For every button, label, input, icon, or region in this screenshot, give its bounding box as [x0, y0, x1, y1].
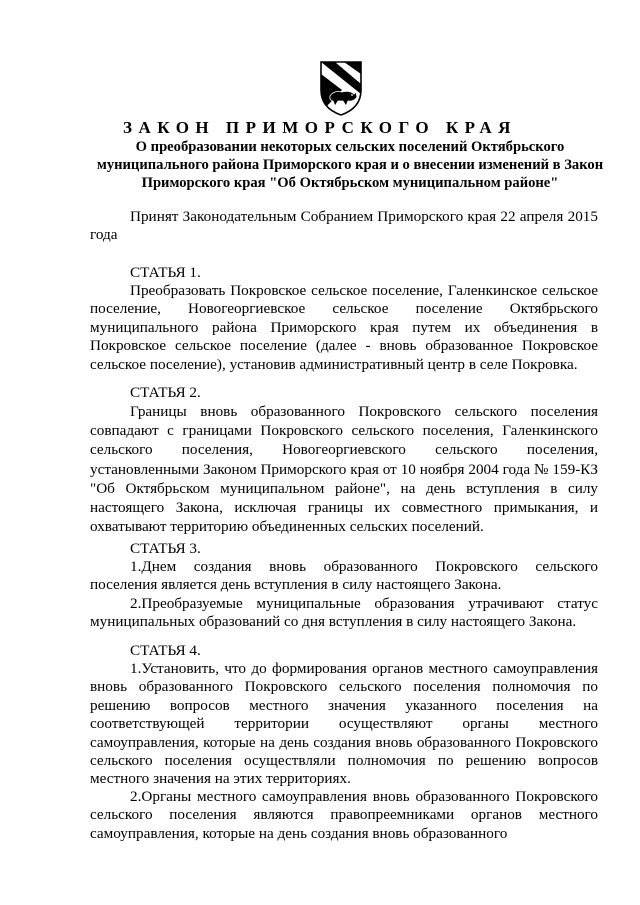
- law-subtitle: О преобразовании некоторых сельских поселений Октябрьского муниципального района Приморского края и о внесении изменений в Закон Приморского края "Об Октябрьском муниципальном районе": [96, 139, 604, 191]
- article-3-paragraph-1: 1.Днем создания вновь образованного Покровского сельского поселения является день вступления в силу настоящего Закона.: [90, 558, 598, 594]
- law-title: ЗАКОН ПРИМОРСКОГО КРАЯ: [123, 118, 517, 137]
- adoption-statement: Принят Законодательным Собранием Приморского края 22 апреля 2015 года: [90, 208, 598, 244]
- article-2-heading: СТАТЬЯ 2.: [130, 384, 201, 401]
- article-1-paragraph-1: Преобразовать Покровское сельское поселение, Галенкинское сельское поселение, Новогеоргиевское сельское поселение Октябрьского муниципального района Приморского края путем их объединения в Покровское сельское поселение (далее - вновь образованное Покровское сельское поселение), установив административный центр в селе Покровка.: [90, 282, 598, 373]
- article-3-paragraph-2: 2.Преобразуемые муниципальные образования утрачивают статус муниципальных образований со дня вступления в силу настоящего Закона.: [90, 595, 598, 631]
- article-2-paragraph-1: Границы вновь образованного Покровского сельского поселения совпадают с границами Покровского сельского поселения, Галенкинского сельского поселения, Новогеоргиевского сельского поселения, установленными Законом Приморского края от 10 ноября 2004 года № 159-КЗ "Об Октябрьском муниципальном районе", на день вступления в силу настоящего Закона, исключая границы их совместного примыкания, и охватывают территорию объединенных сельских поселений.: [90, 403, 598, 536]
- coat-of-arms-icon: [318, 60, 364, 116]
- article-1-heading: СТАТЬЯ 1.: [130, 264, 201, 281]
- article-4-paragraph-1: 1.Установить, что до формирования органов местного самоуправления вновь образованного Покровского сельского поселения полномочия по решению вопросов местного значения указанного поселения на соответствующей территории осуществляют органы местного самоуправления, которые на день создания вновь образованного Покровского сельского поселения осуществляли полномочия по решению вопросов местного значения на этих территориях.: [90, 660, 598, 788]
- article-4-heading: СТАТЬЯ 4.: [130, 642, 201, 659]
- article-4-paragraph-2: 2.Органы местного самоуправления вновь образованного Покровского сельского поселения являются правопреемниками органов местного самоуправления, которые на день создания вновь образованного: [90, 788, 598, 842]
- article-3-heading: СТАТЬЯ 3.: [130, 540, 201, 557]
